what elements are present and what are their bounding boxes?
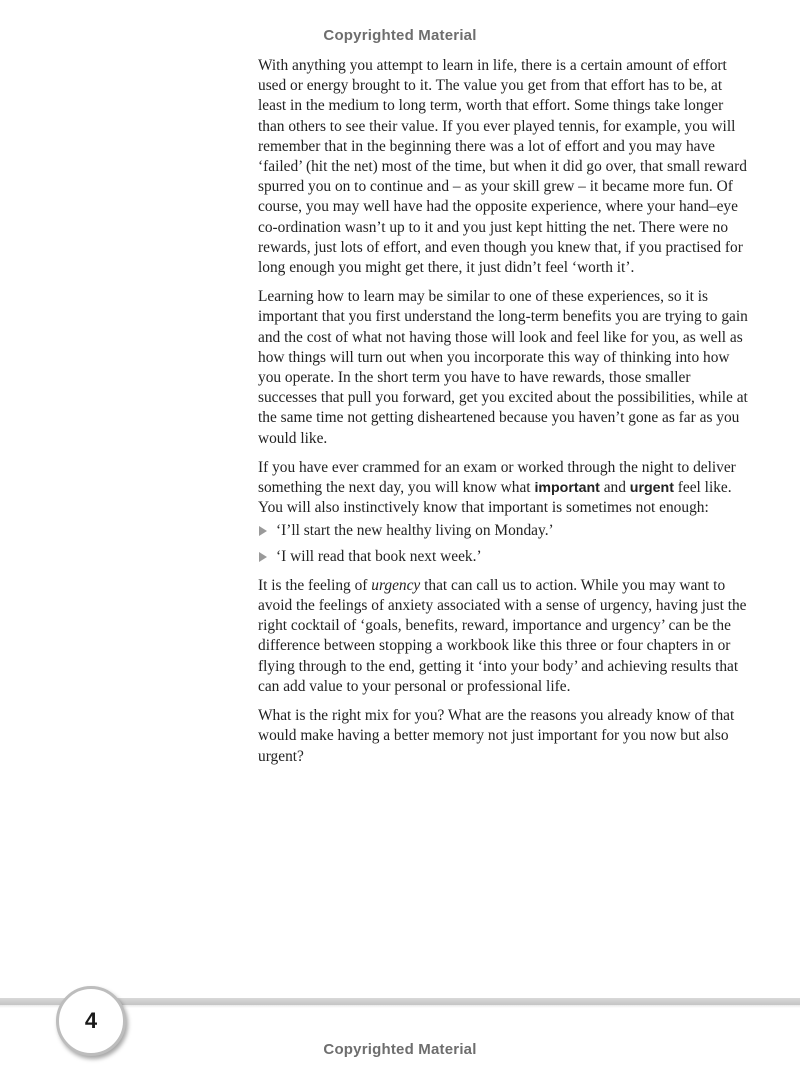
text-run: feel like. You will also instinctively know that important is sometimes not enough:: [258, 479, 732, 517]
bold-term-urgent: urgent: [629, 480, 674, 497]
text-run: that can call us to action. While you may want to avoid the feelings of anxiety associated with a sense of urgency, having just the right cocktail of ‘goals, benefits, reward, importance and urgency’ can be the difference between stopping a workbook like this three or four chapters in or flying through to the end, getting it ‘into your body’ and achieving results that can add value to your personal or professional life.: [258, 576, 747, 695]
bullet-text: ‘I’ll start the new healthy living on Monday.’: [276, 522, 554, 540]
copyright-watermark-bottom: Copyrighted Material: [323, 1041, 477, 1058]
list-item: [258, 521, 748, 541]
paragraph-effort: With anything you attempt to learn in life, there is a certain amount of effort used or energy brought to it. The value you get from that effort has to be, at least in the medium to long term, worth that effort. Some things take longer than others to see their value. If you ever played tennis, for example, you will remember that in the beginning there was a lot of effort and you may have ‘failed’ (hit the net) most of the time, but when it did go over, that small reward spurred you on to continue and – as your skill grew – it became more fun. Of course, you may well have had the opposite experience, where your hand–eye co-ordination wasn’t up to it and you just kept hitting the net. There were no rewards, just lots of effort, and even though you knew that, if you practised for long enough you might get there, it just didn’t feel ‘worth it’.: [258, 57, 747, 277]
text-run: It is the feeling of: [258, 576, 372, 594]
triangle-bullet-icon: [259, 552, 267, 562]
bullet-text: ‘I will read that book next week.’: [276, 547, 482, 565]
text-run: If you have ever crammed for an exam or worked through the night to deliver something the next day, you will know what: [258, 458, 736, 497]
paragraph-learning-how-to-learn: Learning how to learn may be similar to one of these experiences, so it is important that you first understand the long-term benefits you are trying to gain and the cost of what not having those will look and feel like for you, as well as how things will turn out when you incorporate this way of thinking into how you operate. In the short term you have to have rewards, those smaller successes that pull you forward, get you excited about the possibilities, while at the same time not getting disheartened because you haven’t gone as far as you would like.: [258, 288, 748, 447]
italic-term-urgency: urgency: [371, 576, 421, 594]
bold-term-important: important: [534, 480, 600, 497]
list-item: [258, 547, 748, 567]
paragraph-right-mix: What is the right mix for you? What are the reasons you already know of that would make having a better memory not just important for you now but also urgent?: [258, 707, 735, 765]
text-run: and: [599, 479, 630, 497]
page-number-badge: 4: [56, 986, 126, 1056]
bullet-list: [258, 521, 748, 566]
paragraph-urgency: [258, 576, 748, 697]
paragraph-important-urgent: [258, 458, 748, 519]
copyright-watermark-top: Copyrighted Material: [323, 27, 477, 44]
triangle-bullet-icon: [259, 526, 267, 536]
page-body: [258, 56, 748, 776]
